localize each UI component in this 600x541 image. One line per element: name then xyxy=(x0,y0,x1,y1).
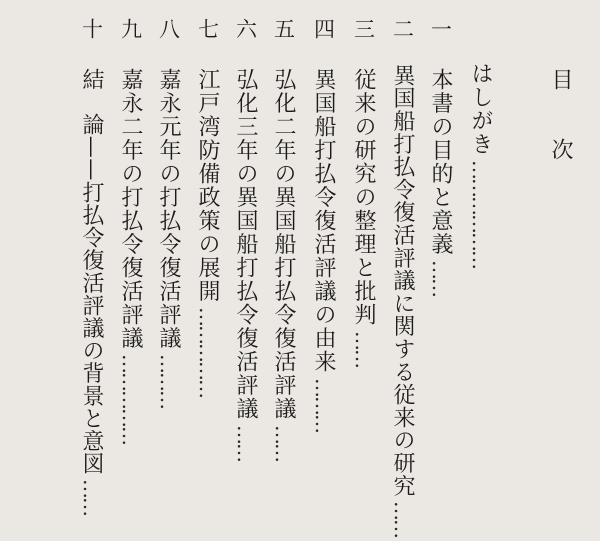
entry-title: 結 論——打払令復活評議の背景と意図 xyxy=(79,68,104,475)
toc-heading-2 xyxy=(545,138,575,164)
entry-title: 嘉永元年の打払令復活評議 xyxy=(156,68,181,350)
toc-heading-ji: 次 xyxy=(548,138,573,160)
toc-entry-8 xyxy=(153,68,183,412)
toc-entry-9-number xyxy=(115,18,145,43)
toc-entry-7 xyxy=(192,68,222,401)
toc-entry-7-number xyxy=(192,18,222,43)
toc-entry-10-number xyxy=(76,18,106,43)
toc-entry-4 xyxy=(308,68,338,436)
leader-dots: …………… xyxy=(118,354,142,444)
toc-entry-4-number xyxy=(308,18,338,43)
toc-entry-6-number xyxy=(230,18,260,43)
leader-dots: …………… xyxy=(195,307,219,397)
toc-entry-3-number xyxy=(348,18,378,43)
entry-title: 江戸湾防備政策の展開 xyxy=(195,68,220,303)
entry-title: 嘉永二年の打払令復活評議 xyxy=(118,68,143,350)
chapter-number: 一 xyxy=(428,18,453,39)
toc-entry-3 xyxy=(348,68,378,371)
chapter-number: 四 xyxy=(311,18,336,39)
chapter-number: 八 xyxy=(156,18,181,39)
toc-entry-8-number xyxy=(153,18,183,43)
leader-dots: …… xyxy=(351,330,375,367)
leader-dots: ……… xyxy=(156,354,180,408)
leader-dots: …… xyxy=(271,424,295,461)
entry-title: 本書の目的と意義 xyxy=(428,68,453,256)
chapter-number: 三 xyxy=(351,18,376,39)
leader-dots: ……… xyxy=(311,377,335,432)
entry-title: 弘化二年の異国船打払令復活評議 xyxy=(271,68,296,421)
leader-dots: …… xyxy=(428,260,452,296)
chapter-number: 九 xyxy=(118,18,143,39)
toc-entry-preface xyxy=(465,62,495,272)
chapter-number: 七 xyxy=(195,18,220,39)
entry-title: 弘化三年の異国船打払令復活評議 xyxy=(233,68,258,421)
toc-entry-9 xyxy=(115,68,145,448)
chapter-number: 六 xyxy=(233,18,258,39)
toc-entry-1-number xyxy=(425,18,455,43)
chapter-number: 二 xyxy=(390,18,415,39)
leader-dots: …… xyxy=(233,424,257,461)
entry-title: はしがき xyxy=(468,62,493,156)
chapter-number: 十 xyxy=(79,18,104,39)
leader-dots: …… xyxy=(79,478,103,515)
leader-dots: ……………… xyxy=(468,160,492,268)
entry-title: 従来の研究の整理と批判 xyxy=(351,68,376,327)
entry-title: 異国船打払令復活評議の由来 xyxy=(311,68,336,374)
toc-heading xyxy=(545,68,575,94)
entry-title: 異国船打払令復活評議に関する従来の研究 xyxy=(390,64,415,498)
toc-heading-moku: 目 xyxy=(548,68,573,90)
toc-entry-1 xyxy=(425,68,455,300)
chapter-number: 五 xyxy=(271,18,296,39)
toc-entry-6 xyxy=(230,68,260,465)
toc-entry-2-number xyxy=(387,18,417,43)
toc-entry-5 xyxy=(268,68,298,465)
toc-entry-5-number xyxy=(268,18,298,43)
toc-entry-2 xyxy=(387,64,417,541)
toc-entry-10 xyxy=(76,68,106,519)
leader-dots: …… xyxy=(390,501,414,538)
